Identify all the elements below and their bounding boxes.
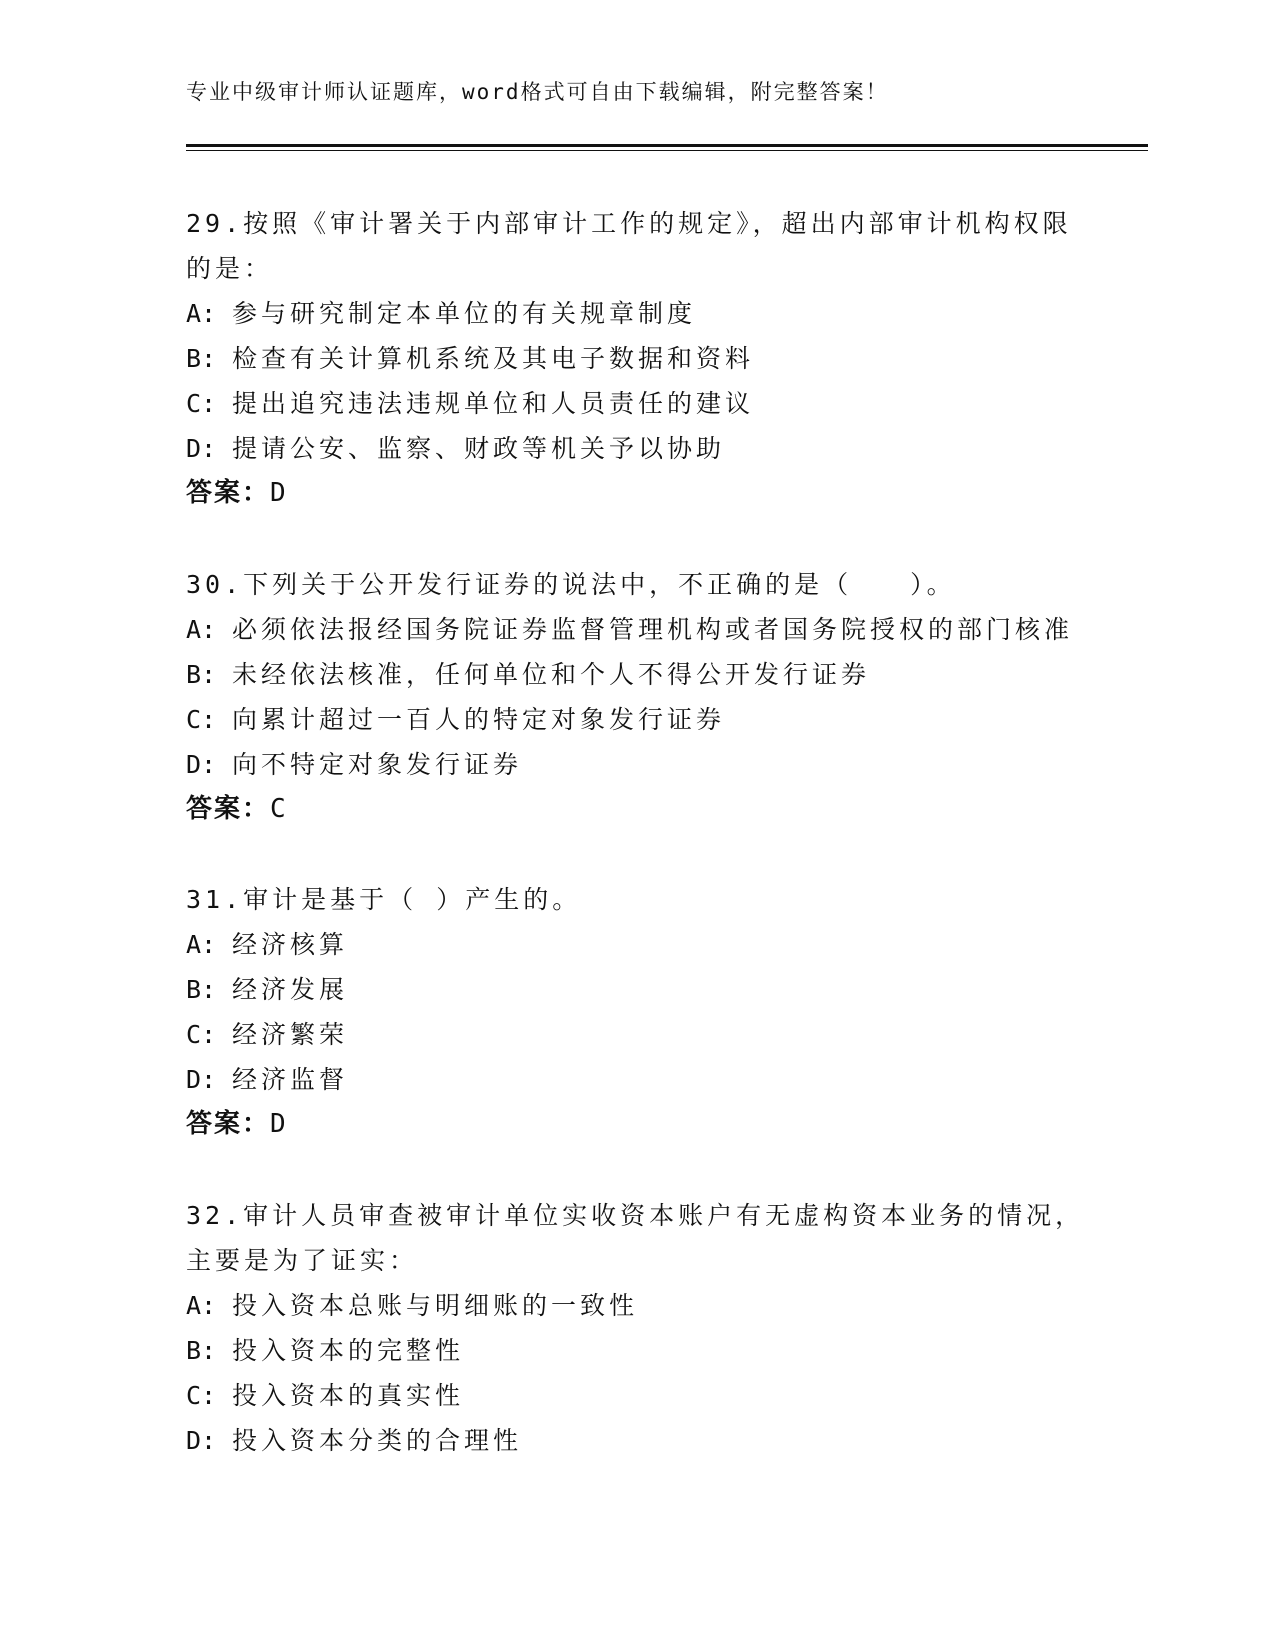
option-b	[186, 652, 1086, 697]
option-text: 经济繁荣	[232, 1020, 349, 1049]
question-32	[186, 1193, 1086, 1463]
option-letter: C:	[186, 1020, 217, 1049]
option-text: 经济核算	[232, 930, 349, 959]
question-stem: 29.按照《审计署关于内部审计工作的规定》，超出内部审计机构权限	[186, 209, 1072, 238]
question-29	[186, 201, 1086, 516]
option-c	[186, 697, 1086, 742]
option-letter: D:	[186, 434, 217, 463]
option-d	[186, 1418, 1086, 1463]
option-d	[186, 1057, 1086, 1102]
answer-value: D	[270, 478, 286, 508]
option-letter: A:	[186, 1291, 217, 1320]
option-text: 投入资本的真实性	[232, 1381, 465, 1410]
option-c	[186, 381, 1086, 426]
option-text: 提出追究违法违规单位和人员责任的建议	[232, 389, 755, 418]
option-text: 投入资本的完整性	[232, 1336, 465, 1365]
option-text: 向不特定对象发行证券	[232, 750, 523, 779]
option-text: 经济监督	[232, 1065, 349, 1094]
option-letter: B:	[186, 344, 217, 373]
option-a	[186, 922, 1086, 967]
option-letter: B:	[186, 975, 217, 1004]
option-text: 检查有关计算机系统及其电子数据和资料	[232, 344, 755, 373]
question-31	[186, 877, 1086, 1147]
answer-value: C	[270, 794, 286, 824]
option-a	[186, 607, 1086, 652]
option-text: 投入资本分类的合理性	[232, 1426, 523, 1455]
answer-label: 答案：	[186, 1109, 271, 1139]
option-text: 投入资本总账与明细账的一致性	[232, 1291, 639, 1320]
option-letter: D:	[186, 1426, 217, 1455]
option-c	[186, 1373, 1086, 1418]
question-stem: 31.审计是基于（ ）产生的。	[186, 885, 582, 914]
option-b	[186, 967, 1086, 1012]
answer-line	[186, 787, 1086, 832]
option-text: 向累计超过一百人的特定对象发行证券	[232, 705, 726, 734]
option-letter: D:	[186, 1065, 217, 1094]
option-c	[186, 1012, 1086, 1057]
answer-label: 答案：	[186, 478, 271, 508]
question-30	[186, 562, 1086, 832]
question-stem: 32.审计人员审查被审计单位实收资本账户有无虚构资本业务的情况，	[186, 1201, 1085, 1230]
page-header: 专业中级审计师认证题库，word格式可自由下载编辑，附完整答案！	[186, 80, 889, 104]
answer-line	[186, 471, 1086, 516]
option-a	[186, 291, 1086, 336]
option-letter: A:	[186, 299, 217, 328]
option-letter: C:	[186, 1381, 217, 1410]
option-letter: B:	[186, 660, 217, 689]
option-text: 必须依法报经国务院证券监督管理机构或者国务院授权的部门核准	[232, 615, 1074, 644]
option-d	[186, 742, 1086, 787]
option-text: 参与研究制定本单位的有关规章制度	[232, 299, 697, 328]
option-letter: A:	[186, 930, 217, 959]
question-stem: 30.下列关于公开发行证券的说法中，不正确的是（ ）。	[186, 570, 956, 599]
header-rule-thick	[186, 144, 1148, 147]
option-letter: B:	[186, 1336, 217, 1365]
option-b	[186, 336, 1086, 381]
option-d	[186, 426, 1086, 471]
question-stem-continued: 的是：	[186, 254, 274, 283]
option-letter: A:	[186, 615, 217, 644]
option-letter: D:	[186, 750, 217, 779]
option-letter: C:	[186, 705, 217, 734]
option-text: 经济发展	[232, 975, 349, 1004]
answer-label: 答案：	[186, 794, 271, 824]
header-rule-thin	[186, 150, 1148, 151]
option-text: 提请公安、监察、财政等机关予以协助	[232, 434, 726, 463]
option-a	[186, 1283, 1086, 1328]
answer-line	[186, 1102, 1086, 1147]
option-text: 未经依法核准，任何单位和个人不得公开发行证券	[232, 660, 871, 689]
option-b	[186, 1328, 1086, 1373]
option-letter: C:	[186, 389, 217, 418]
answer-value: D	[270, 1109, 286, 1139]
question-stem-continued: 主要是为了证实：	[186, 1246, 419, 1275]
